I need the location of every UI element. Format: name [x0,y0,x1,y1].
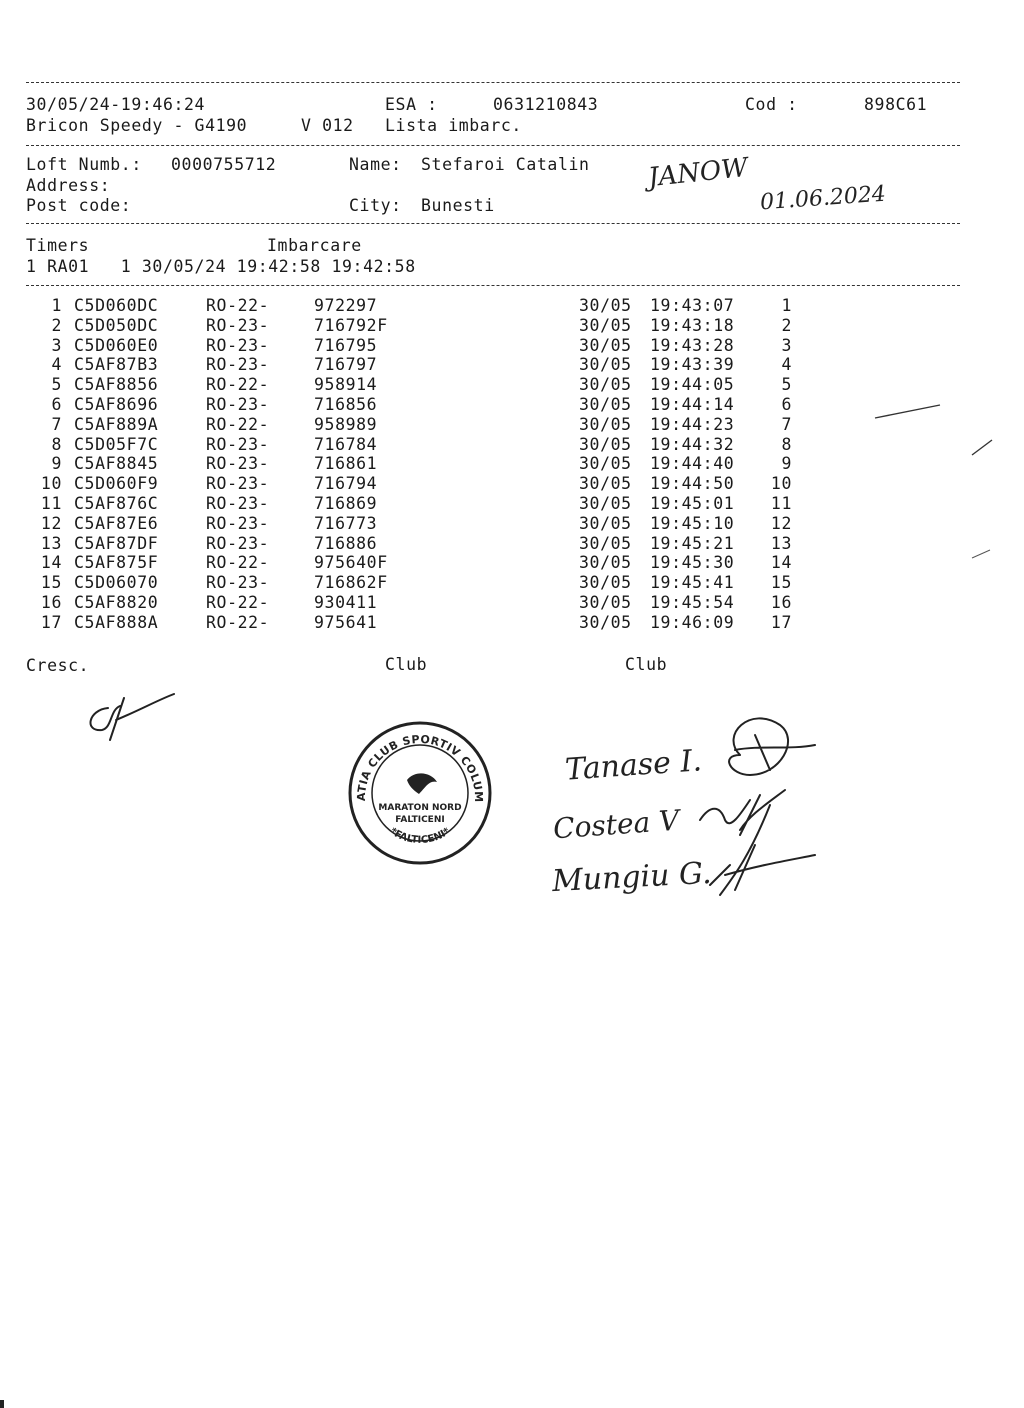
divider [26,82,960,83]
table-row [0,435,1024,455]
stamp-center-line-2: FALTICENI [395,815,445,825]
row-number: 12 [40,513,62,533]
svg-text:*FALTICENI* [388,826,453,846]
ring-number: 716861 [314,454,378,474]
ring-number: 958989 [314,414,378,434]
device-version: V 012 [301,116,354,135]
arrival-position: 1 [781,296,792,315]
esa-label: ESA : [385,95,438,114]
arrival-time: 19:44:23 [650,414,735,434]
row-number: 2 [51,315,62,335]
postcode-label: Post code: [26,196,132,215]
ring-number: 716869 [314,494,378,513]
name-value: Stefaroi Catalin [421,155,590,174]
table-row [0,296,1024,316]
arrival-time: 19:45:41 [650,573,735,593]
arrival-date: 30/05 [579,612,632,632]
arrival-position: 8 [781,434,792,454]
ring-number: 975640F [314,553,388,573]
ring-country: RO-23- [206,395,270,414]
ring-country: RO-23- [206,474,270,494]
city-label: City: [349,196,402,215]
chip-id: C5D060E0 [74,335,159,355]
table-row [0,514,1024,534]
ring-number: 716862F [314,573,388,593]
divider [26,223,960,224]
arrival-time: 19:45:54 [650,593,735,612]
club-label-1: Club [385,655,428,674]
row-number: 3 [51,335,62,355]
ring-country: RO-23- [206,355,270,375]
handwritten-date: 01.06.2024 [759,181,887,216]
ring-number: 716886 [314,533,378,553]
chip-id: C5AF8696 [74,395,159,414]
arrival-date: 30/05 [579,513,632,533]
name-label: Name: [349,155,402,174]
arrival-date: 30/05 [579,395,632,414]
imbarcare-label: Imbarcare [267,236,362,255]
arrival-position: 17 [770,612,792,632]
arrival-time: 19:43:18 [650,315,735,335]
chip-id: C5AF8820 [74,593,159,612]
ring-country: RO-22- [206,553,270,573]
arrival-position: 10 [770,474,792,494]
loft-value: 0000755712 [171,155,277,174]
signature-3: Mungiu G. [551,855,713,900]
divider [26,145,960,146]
row-number: 13 [40,533,62,553]
table-row [0,474,1024,494]
arrival-time: 19:43:07 [650,296,735,315]
ring-country: RO-23- [206,454,270,474]
club-stamp-icon [340,708,495,868]
arrival-time: 19:45:30 [650,553,735,573]
row-number: 7 [51,414,62,434]
club-signatures-scribble-icon [680,695,820,895]
ring-country: RO-22- [206,593,270,612]
arrival-position: 7 [781,414,792,434]
arrival-time: 19:45:10 [650,513,735,533]
arrival-time: 19:44:40 [650,454,735,474]
arrival-position: 9 [781,454,792,474]
stamp-bottom-text: *FALTICENI* [387,826,453,847]
row-number: 17 [40,612,62,632]
ring-number: 716797 [314,355,378,375]
ring-country: RO-22- [206,296,270,315]
divider [26,285,960,286]
signature-1: Tanase I. [563,743,703,788]
device-name: Bricon Speedy - G4190 [26,116,248,135]
arrival-date: 30/05 [579,533,632,553]
cod-value: 898C61 [864,95,928,114]
chip-id: C5D060F9 [74,474,159,494]
arrival-time: 19:43:28 [650,335,735,355]
print-datetime: 30/05/24-19:46:24 [26,95,206,114]
ring-country: RO-22- [206,375,270,395]
arrival-time: 19:44:32 [650,434,735,454]
row-number: 9 [51,454,62,474]
arrival-date: 30/05 [579,414,632,434]
city-value: Bunesti [421,196,495,215]
chip-id: C5D06070 [74,573,159,593]
cod-label: Cod : [745,95,798,114]
arrival-date: 30/05 [579,335,632,355]
row-number: 11 [40,494,62,513]
table-row [0,415,1024,435]
breeder-signature-icon [80,690,190,750]
chip-id: C5AF87B3 [74,355,159,375]
ring-country: RO-22- [206,612,270,632]
address-label: Address: [26,176,111,195]
table-row [0,375,1024,395]
ring-number: 958914 [314,375,378,395]
arrival-time: 19:44:14 [650,395,735,414]
arrival-position: 15 [770,573,792,593]
row-number: 15 [40,573,62,593]
ring-country: RO-23- [206,315,270,335]
arrival-position: 16 [770,593,792,612]
ring-country: RO-23- [206,494,270,513]
arrival-date: 30/05 [579,553,632,573]
arrival-position: 2 [781,315,792,335]
arrival-date: 30/05 [579,375,632,395]
arrival-position: 4 [781,355,792,375]
row-number: 5 [51,375,62,395]
table-row [0,534,1024,554]
arrival-position: 3 [781,335,792,355]
list-title: Lista imbarc. [385,116,522,135]
cresc-label: Cresc. [26,656,90,675]
table-row [0,355,1024,375]
chip-id: C5AF8856 [74,375,159,395]
club-label-2: Club [625,655,668,674]
ring-country: RO-22- [206,414,270,434]
arrival-position: 11 [770,494,792,513]
row-number: 10 [40,474,62,494]
timer-line: 1 RA01 1 30/05/24 19:42:58 19:42:58 [26,257,416,276]
arrival-date: 30/05 [579,494,632,513]
row-number: 14 [40,553,62,573]
ring-country: RO-23- [206,533,270,553]
ring-number: 716795 [314,335,378,355]
ring-number: 975641 [314,612,378,632]
ring-country: RO-23- [206,513,270,533]
table-row [0,316,1024,336]
table-row [0,395,1024,415]
ring-number: 716784 [314,434,378,454]
signature-2: Costea V [552,803,681,846]
arrival-position: 6 [781,395,792,414]
arrival-time: 19:45:21 [650,533,735,553]
ring-country: RO-23- [206,335,270,355]
table-row [0,573,1024,593]
chip-id: C5AF888A [74,612,159,632]
arrival-date: 30/05 [579,296,632,315]
arrival-position: 5 [781,375,792,395]
loft-label: Loft Numb.: [26,155,142,174]
arrival-date: 30/05 [579,434,632,454]
esa-value: 0631210843 [493,95,599,114]
chip-id: C5D060DC [74,296,159,315]
arrival-date: 30/05 [579,573,632,593]
arrival-time: 19:45:01 [650,494,735,513]
chip-id: C5AF8845 [74,454,159,474]
table-row [0,454,1024,474]
chip-id: C5AF889A [74,414,159,434]
ring-country: RO-23- [206,573,270,593]
ring-country: RO-23- [206,434,270,454]
table-row [0,494,1024,514]
table-row [0,336,1024,356]
chip-id: C5D050DC [74,315,159,335]
row-number: 1 [51,296,62,315]
row-number: 8 [51,434,62,454]
arrival-time: 19:44:05 [650,375,735,395]
row-number: 4 [51,355,62,375]
chip-id: C5AF875F [74,553,159,573]
arrival-time: 19:46:09 [650,612,735,632]
row-number: 6 [51,395,62,414]
stamp-center-line-1: MARATON NORD [378,803,462,813]
table-row [0,593,1024,613]
arrival-time: 19:44:50 [650,474,735,494]
ring-number: 716773 [314,513,378,533]
table-row [0,553,1024,573]
arrival-date: 30/05 [579,315,632,335]
arrival-date: 30/05 [579,454,632,474]
arrival-time: 19:43:39 [650,355,735,375]
chip-id: C5AF876C [74,494,159,513]
ring-number: 930411 [314,593,378,612]
chip-id: C5D05F7C [74,434,159,454]
arrival-date: 30/05 [579,593,632,612]
ring-number: 716794 [314,474,378,494]
chip-id: C5AF87E6 [74,513,159,533]
ring-number: 716856 [314,395,378,414]
handwritten-name: JANOW [646,152,750,194]
arrival-date: 30/05 [579,474,632,494]
ring-number: 716792F [314,315,388,335]
arrival-date: 30/05 [579,355,632,375]
arrival-position: 14 [770,553,792,573]
chip-id: C5AF87DF [74,533,159,553]
arrival-position: 13 [770,533,792,553]
row-number: 16 [40,593,62,612]
ring-number: 972297 [314,296,378,315]
timers-label: Timers [26,236,90,255]
table-row [0,613,1024,633]
stamp-top-text: ASOCIATIA CLUB SPORTIV COLUMBOFIL [340,708,486,803]
arrival-position: 12 [770,513,792,533]
